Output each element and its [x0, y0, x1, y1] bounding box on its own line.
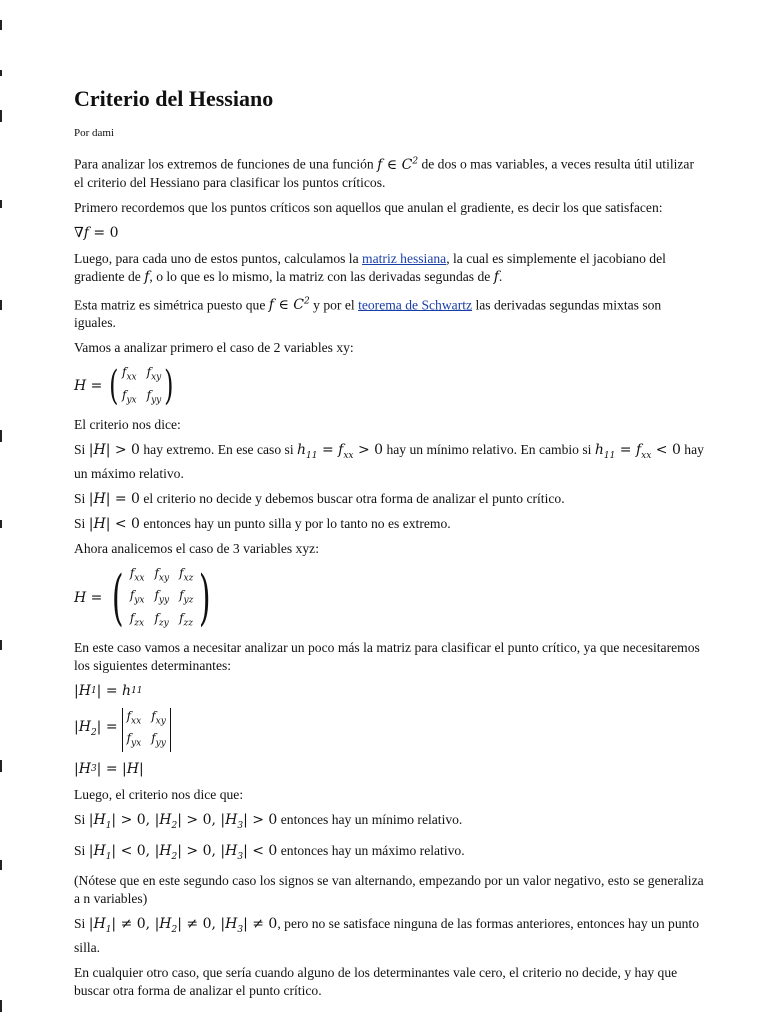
criterion-silla: Si |H| < 0 entonces hay un punto silla y por lo tanto no es extremo. — [74, 515, 451, 532]
paragraph-note: (Nótese que en este segundo caso los signos se van alternando, empezando por un valor negativo, esto se generaliza a n variables) — [74, 873, 704, 907]
criterion-silla-3: Si $|H_1| \ne 0$, $|H_2| \ne 0$, $|H_3| \ne 0$, pero no se satisface ninguna de las formas anteriores, entonces hay un punto silla. — [74, 916, 699, 956]
formula-h2: $|H_2|$ = $f_{xx}$ $f_{xy}$ $f_{yx}$ $f_{yy}$ — [74, 708, 704, 752]
paragraph-hessian: Luego, para cada uno de estos puntos, calculamos la matriz hessiana, la cual es simplemente el jacobiano del gradiente de f, o lo que es lo mismo, la matriz con las derivadas segundas de f. — [74, 250, 666, 285]
formula-gradient-zero: ∇f = 0 — [74, 224, 119, 241]
matrix-3x3: H = ( $f_{xx}$ $f_{xy}$ $f_{xz}$ $f_{yx}$ $f_{yy}$ $f_{yz}$ $f_{zx}$ $f_{zy}$ $f_{zz}$ ) — [74, 562, 211, 633]
paragraph-criterio: El criterio nos dice: — [74, 417, 181, 433]
matrix-2x2: H = ( $f_{xx}$ $f_{xy}$ $f_{yx}$ $f_{yy}$ ) — [74, 363, 174, 410]
paragraph-criterio-3: Luego, el criterio nos dice que: — [74, 786, 244, 802]
criterion-maximo: Si $|H_1| < 0$, $|H_2| > 0$, $|H_3| < 0$ entonces hay un máximo relativo. — [74, 842, 465, 862]
formula-h3: | H 3 | = | H | — [74, 760, 144, 777]
paragraph-three-vars: Ahora analicemos el caso de 3 variables xyz: — [74, 540, 319, 556]
criterion-no-decide: Si |H| = 0 el criterio no decide y debemos buscar otra forma de analizar el punto crítico. — [74, 490, 565, 507]
document-page — [74, 86, 704, 1007]
paragraph-critical-points: Primero recordemos que los puntos críticos son aquellos que anulan el gradiente, es decir los que satisfacen: — [74, 199, 663, 215]
paragraph-two-vars: Vamos a analizar primero el caso de 2 variables xy: — [74, 340, 354, 356]
paragraph-intro: Para analizar los extremos de funciones de una función f ∈ $C^2$ de dos o mas variables, a veces resulta útil utilizar el criterio del Hessiano para clasificar los puntos críticos. — [74, 156, 694, 190]
author-line: Por dami — [74, 127, 115, 139]
paragraph-determinants: En este caso vamos a necesitar analizar un poco más la matriz para clasificar el punto crítico, ya que necesitaremos los siguientes determinantes: — [74, 640, 700, 674]
criterion-minimo: Si $|H_1| > 0$, $|H_2| > 0$, $|H_3| > 0$ entonces hay un mínimo relativo. — [74, 811, 463, 831]
link-teorema-schwartz[interactable]: teorema de Schwartz — [358, 297, 473, 313]
link-matriz-hessiana[interactable]: matriz hessiana — [362, 250, 447, 266]
formula-h1: | H 1 | = h 11 — [74, 683, 143, 700]
left-edge-marks — [0, 0, 6, 1024]
formula-f-in-c2: f ∈ $C^2$ — [377, 156, 419, 173]
paragraph-symmetric: Esta matriz es simétrica puesto que f ∈ $C^2$ y por el teorema de Schwartz las derivadas segundas mixtas son iguales. — [74, 296, 662, 331]
criterion-extremo: Si |H| > 0 hay extremo. En ese caso si $h_{11} = f_{xx} > 0$ hay un mínimo relativo. En cambio si $h_{11} = f_{xx} < 0$ hay un máximo relativo. — [74, 442, 704, 481]
paragraph-other-case: En cualquier otro caso, que sería cuando alguno de los determinantes vale cero, el criterio no decide, y hay que buscar otra forma de analizar el punto crítico. — [74, 965, 678, 999]
page-title: Criterio del Hessiano — [74, 86, 274, 111]
